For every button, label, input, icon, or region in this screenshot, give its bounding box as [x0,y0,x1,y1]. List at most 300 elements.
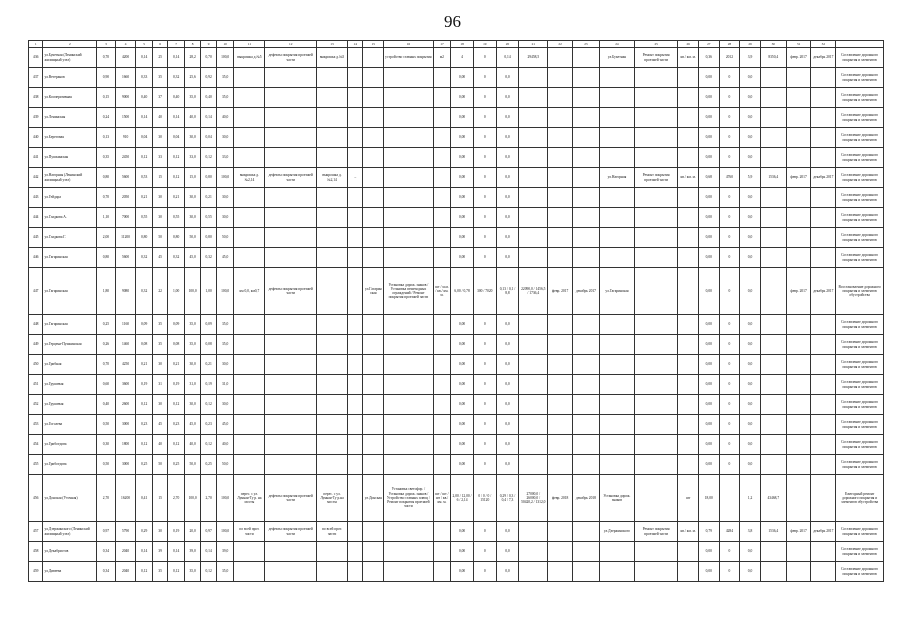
table-cell: 0 [719,355,740,375]
table-cell: 20,0 [184,522,201,542]
table-cell: 0,32 [168,248,185,268]
table-cell: 15,0 [184,168,201,188]
table-cell [634,355,677,375]
table-cell [234,415,265,435]
table-cell: 30,0 [184,208,201,228]
row-number-cell: 449 [29,335,43,355]
table-cell [760,395,786,415]
road-repair-table [28,40,884,582]
row-number-cell: 447 [29,268,43,315]
table-cell [760,315,786,335]
table-cell: 300 / 7020 [473,268,496,315]
table-cell: 0,32 [136,268,153,315]
table-cell [678,355,699,375]
table-cell [519,315,548,335]
table-cell [347,455,362,475]
table-cell: 0 [719,188,740,208]
table-cell [786,415,811,435]
table-cell [433,208,451,228]
table-cell: февр. 2017 [786,168,811,188]
table-cell: 0,00 [451,315,474,335]
table-cell [634,475,677,522]
table-cell: 35,0 [184,315,201,335]
table-cell [599,128,634,148]
table-cell [519,395,548,415]
table-cell: 31 [152,375,167,395]
table-cell [786,188,811,208]
table-cell: 50 [152,455,167,475]
table-cell: 0 [719,268,740,315]
table-cell: 2450 [115,148,136,168]
table-cell [678,208,699,228]
table-cell: 4250 [115,355,136,375]
table-cell: 0,80 [97,248,116,268]
table-cell [384,168,434,188]
table-cell [786,228,811,248]
table-cell [786,542,811,562]
table-cell: Ремонт покрытия проезжей части [634,48,677,68]
table-cell: 0,0 [740,435,761,455]
table-cell: 0,40 [136,88,153,108]
table-cell: 15 [152,168,167,188]
table-cell: 0,21 [168,355,185,375]
table-cell [786,128,811,148]
table-cell [384,415,434,435]
table-cell: 0 [473,335,496,355]
table-cell: 0,70 [97,188,116,208]
table-cell [433,415,451,435]
table-cell [234,375,265,395]
table-cell [433,335,451,355]
table-cell [573,375,600,395]
table-cell: 0,80 [168,228,185,248]
table-cell: 30,0 [184,188,201,208]
table-cell [317,68,348,88]
table-cell [363,335,384,355]
table-cell: 0 [473,542,496,562]
table-cell [265,355,317,375]
table-cell: 0,0 [740,228,761,248]
table-cell [347,148,362,168]
table-cell [433,128,451,148]
table-cell: 35 [152,68,167,88]
table-cell [519,455,548,475]
table-cell: 0,21 [168,188,185,208]
table-cell: 0,0 [496,248,519,268]
table-cell [519,88,548,108]
header-cell: 21 [519,41,548,48]
table-cell [678,128,699,148]
street-name-cell: ул.Грушевая [43,375,97,395]
table-cell: Составление дорожного покрытия и элементов [836,108,884,128]
table-cell: 35 [152,335,167,355]
table-cell: Составление дорожного покрытия и элементов [836,335,884,355]
row-number-cell: 452 [29,395,43,415]
table-cell: 30,0 [216,208,234,228]
table-cell: 0,0 [496,108,519,128]
street-name-cell: ул.Ветеранов [43,68,97,88]
table-cell: м2 [433,48,451,68]
table-cell [234,228,265,248]
table-cell: 39,0 [216,542,234,562]
table-cell: Составление дорожного покрытия и элементов [836,355,884,375]
row-number-cell: 440 [29,128,43,148]
table-cell: февр. 2017 [548,268,573,315]
table-cell [347,128,362,148]
table-cell: 0,0 [740,88,761,108]
table-cell: 0,40 [97,395,116,415]
table-cell: 0,14 [168,108,185,128]
table-cell: 0,00 [451,542,474,562]
table-cell [347,542,362,562]
table-cell [433,375,451,395]
table-cell: 22 [152,268,167,315]
header-cell: 16 [384,41,434,48]
table-cell: 0 [719,375,740,395]
table-cell: декабрь 2017 [811,48,836,68]
table-cell: 2050 [115,188,136,208]
table-cell: Составление дорожного покрытия и элементов [836,395,884,415]
table-cell [519,228,548,248]
table-cell: Составление дорожного покрытия и элементов [836,88,884,108]
table-cell: 2600 [115,395,136,415]
table-cell [347,315,362,335]
table-cell [234,395,265,415]
table-cell [317,228,348,248]
table-cell: 0,14 [136,108,153,128]
table-cell: 35,0 [184,562,201,582]
street-name-cell: ул.Букетная (Ленинский жилищный узел) [43,48,97,68]
table-cell: 0,08 [201,335,216,355]
table-cell: 50,0 [216,455,234,475]
table-cell: 35,0 [216,68,234,88]
table-cell: 0 [473,168,496,188]
table-cell [786,562,811,582]
table-cell [599,395,634,415]
table-cell: 0,53 [136,168,153,188]
header-cell [836,41,884,48]
table-cell: 0,40 [201,88,216,108]
table-cell: 1160 [115,315,136,335]
table-cell [347,108,362,128]
table-cell [634,375,677,395]
table-cell: Составление дорожного покрытия и элементов [836,128,884,148]
table-cell: 8350,4 [760,48,786,68]
table-cell: 40,0 [184,435,201,455]
table-cell: 0,12 [201,148,216,168]
table-cell: 0 [719,335,740,355]
table-cell [811,148,836,168]
table-cell: 100,0 [216,48,234,68]
row-number-cell: 443 [29,188,43,208]
table-cell [317,315,348,335]
table-cell: дефекты покрытия проезжей части [265,48,317,68]
table-cell: 0,0 [740,315,761,335]
table-cell [384,395,434,415]
table-cell [634,455,677,475]
table-row [29,68,884,88]
table-cell [760,562,786,582]
street-name-cell: ул.Грибная [43,355,97,375]
table-cell: дефекты покрытия проезжей части [265,268,317,315]
table-cell [678,435,699,455]
header-cell: 19 [473,41,496,48]
header-cell: 24 [599,41,634,48]
table-cell [347,48,362,68]
table-cell [519,128,548,148]
table-cell [573,188,600,208]
table-cell: 0,97 [201,522,216,542]
table-cell: 45 [152,248,167,268]
table-cell: дефекты покрытия проезжей части [265,168,317,188]
table-cell: декабрь 2017 [573,268,600,315]
table-cell [634,395,677,415]
table-cell [548,542,573,562]
table-cell [678,188,699,208]
table-cell: 0 [473,415,496,435]
table-cell [599,375,634,395]
table-cell [347,248,362,268]
street-name-cell: ул.Герцена-Пушкинская [43,335,97,355]
table-cell: 100,0 [216,268,234,315]
table-cell [433,168,451,188]
table-cell: ул.Нагорная [599,168,634,188]
table-cell [519,562,548,582]
table-cell [678,315,699,335]
table-cell: 33,0 [216,148,234,168]
table-cell [234,188,265,208]
table-cell [384,355,434,375]
table-cell [234,148,265,168]
table-cell: 1500 [115,108,136,128]
table-cell [760,435,786,455]
table-cell: 0,00 [451,335,474,355]
table-cell [786,475,811,522]
table-cell: 0,55 [136,208,153,228]
table-cell: ул.Букетная [599,48,634,68]
table-cell [573,522,600,542]
table-cell: 25,6 [184,68,201,88]
table-cell: 0,23 [168,415,185,435]
table-cell [548,88,573,108]
table-cell [760,68,786,88]
table-cell: 22090,0 / 1456,5 / 1736,4 [519,268,548,315]
table-cell: 5,9 [740,168,761,188]
table-cell [265,68,317,88]
table-cell [811,188,836,208]
table-row [29,542,884,562]
table-cell: 0 [473,108,496,128]
table-cell: 0 [719,108,740,128]
table-cell [678,268,699,315]
street-name-cell: ул.Грибоедова [43,455,97,475]
table-cell: 0,25 [136,455,153,475]
table-cell [573,562,600,582]
table-cell [573,415,600,435]
table-cell [347,68,362,88]
table-cell: 4200 [115,48,136,68]
header-cell: 17 [433,41,451,48]
table-cell [599,435,634,455]
table-cell: 0,80 [136,228,153,248]
header-cell: 2 [43,41,97,48]
table-cell [317,355,348,375]
table-cell [317,335,348,355]
table-cell [519,68,548,88]
table-cell: 0,0 [496,88,519,108]
table-cell: 0,80 [201,168,216,188]
table-cell: 0,0 [496,435,519,455]
table-cell: 0,0 [740,148,761,168]
table-cell [363,128,384,148]
table-cell [634,435,677,455]
table-cell [347,415,362,435]
table-cell [347,228,362,248]
table-cell [363,375,384,395]
table-row [29,475,884,522]
table-cell [347,188,362,208]
table-cell: 0,14 [168,48,185,68]
table-cell [786,68,811,88]
table-cell [678,148,699,168]
table-cell: 0,80 [201,228,216,248]
table-cell: 4760 [719,168,740,188]
street-name-cell: ул.Гладкова Г. [43,228,97,248]
table-cell: декабрь 2017 [811,168,836,188]
table-cell [347,335,362,355]
table-cell [384,208,434,228]
table-cell: 30,0 [216,395,234,415]
table-cell: 50 [152,228,167,248]
table-cell: 0,23 [136,415,153,435]
table-cell: 45,0 [216,415,234,435]
table-cell [599,542,634,562]
table-cell: 0,00 [698,128,719,148]
table-cell [811,228,836,248]
table-cell: 0,00 [698,88,719,108]
table-cell: 0 [719,88,740,108]
table-cell [234,248,265,268]
table-cell: 0,00 [698,395,719,415]
table-cell [548,188,573,208]
table-cell [433,88,451,108]
table-cell: дефекты покрытия проезжей части [265,522,317,542]
table-cell [811,375,836,395]
table-cell [265,375,317,395]
table-cell: 0,00 [698,435,719,455]
table-cell: 0,12 [201,395,216,415]
table-cell: 30,0 [184,128,201,148]
table-cell [760,208,786,228]
table-cell [519,208,548,228]
table-cell: 1,10 [97,208,116,228]
header-cell: 18 [451,41,474,48]
table-cell: 40,0 [184,108,201,128]
table-cell: 18,00 [698,475,719,522]
table-cell: 50,0 [184,228,201,248]
table-cell [548,522,573,542]
table-cell [363,315,384,335]
table-cell: по всей прот. части [234,522,265,542]
table-cell [573,542,600,562]
table-cell: 0,40 [168,88,185,108]
table-cell: февр. 2018 [548,475,573,522]
table-cell: 0,0 [496,335,519,355]
table-cell [719,475,740,522]
table-cell: 0 [473,188,496,208]
table-cell: 0,13 [97,128,116,148]
table-cell: 0,29 [136,522,153,542]
table-cell: 27000,0 / 26000,0 / 50420,2 / 1312,0 [519,475,548,522]
header-cell: 22 [548,41,573,48]
table-cell: 3600 [115,375,136,395]
table-cell [573,208,600,228]
table-cell [234,355,265,375]
table-row [29,228,884,248]
table-cell [265,415,317,435]
table-cell: 0,00 [451,562,474,582]
table-cell [811,542,836,562]
table-cell: февр. 2017 [786,48,811,68]
table-cell: 0 / 0 / 0 / 15120 [473,475,496,522]
table-cell: 0,70 [201,48,216,68]
table-cell [760,248,786,268]
table-cell [234,88,265,108]
table-cell: 2040 [115,542,136,562]
table-cell: 7000 [115,208,136,228]
table-cell: 0,0 [740,415,761,435]
street-name-cell: ул.Нагорная (Ленинский жилищный узел) [43,168,97,188]
table-cell: 0,35 [97,148,116,168]
table-cell: 0,70 [97,355,116,375]
table-cell: 30,0 [216,188,234,208]
table-cell [519,435,548,455]
table-cell: перес. с ул. Лунная-Ту р. на мосты [234,475,265,522]
row-number-cell: 454 [29,435,43,455]
table-cell: выкрошка д.№5 [317,48,348,68]
row-number-cell: 442 [29,168,43,188]
table-cell [760,188,786,208]
table-cell [599,188,634,208]
table-cell: 35,0 [216,88,234,108]
table-cell: 0,00 [451,188,474,208]
table-cell [384,188,434,208]
table-cell [384,228,434,248]
table-cell: 0,0 [740,375,761,395]
table-cell [678,375,699,395]
table-cell: 1460 [115,335,136,355]
table-cell: 0,34 [97,542,116,562]
row-number-cell: 444 [29,208,43,228]
table-cell: 0,0 [496,415,519,435]
row-number-cell: 436 [29,48,43,68]
table-cell: Составление дорожного покрытия и элементов [836,68,884,88]
table-cell [760,128,786,148]
table-cell: 0,00 [451,522,474,542]
street-name-cell: ул.Пушкинская [43,148,97,168]
table-cell [599,88,634,108]
table-cell [678,108,699,128]
table-cell [573,455,600,475]
table-cell [384,522,434,542]
table-cell [265,228,317,248]
table-cell: 45,0 [184,248,201,268]
table-cell [634,108,677,128]
street-name-cell: ул.Грушевая [43,395,97,415]
table-cell [234,335,265,355]
table-cell: 0,0 [740,455,761,475]
table-cell [363,148,384,168]
